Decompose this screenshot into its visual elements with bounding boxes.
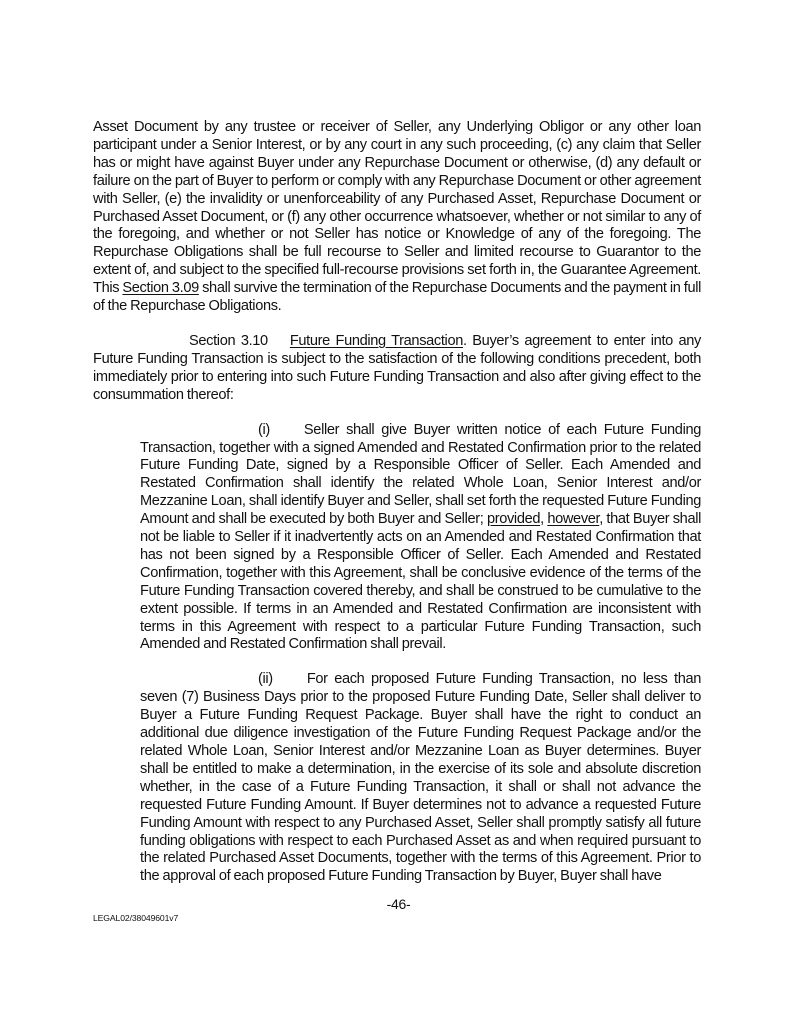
section-number: Section 3.10 [189, 332, 268, 349]
paragraph-text: Buyer’s agreement to enter into any Future Funding Transaction is subject to the satisfaction of the following conditions precedent, both immediately prior to entering into such Future Funding Transaction and also after giving effect to the consummation thereof: [93, 332, 701, 403]
document-id: LEGAL02/38049601v7 [93, 913, 179, 923]
section-title-punct: . [462, 332, 467, 349]
section-reference-link[interactable]: Section 3.09 [122, 280, 199, 297]
punctuation: , [540, 511, 548, 528]
provided-term: provided [486, 511, 541, 528]
however-term: however [547, 511, 600, 528]
subsection-ii-paragraph [140, 671, 701, 886]
paragraph-text: Asset Document by any trustee or receiver of Seller, any Underlying Obligor or any other loan participant under a Senior Interest, or by any court in any such proceeding, (c) any claim that Seller has or might have against Buyer under any Repurchase Document or otherwise, (d) any default or failure on the part of Buyer to perform or comply with any Repurchase Document or other agreement with Seller, (e) the invalidity or unenforceability of any Purchased Asset, Repurchase Document or Purchased Asset Document, or (f) any other occurrence whatsoever, whether or not similar to any of the foregoing, and whether or not Seller has notice or Knowledge of any of the foregoing. The Repurchase Obligations shall be full recourse to Seller and limited recourse to Guarantor to the extent of, and subject to the specified full-recourse provisions set forth in, the Guarantee Agreement. This [93, 119, 701, 297]
section-title: Future Funding Transaction [289, 332, 463, 349]
paragraph-text: Seller shall give Buyer written notice of each Future Funding Transaction, together with a signed Amended and Restated Confirmation prior to the related Future Funding Date, signed by a Responsible Officer of Seller. Each Amended and Restated Confirmation shall identify the related Whole Loan, Senior Interest and/or Mezzanine Loan, shall identify Buyer and Seller, shall set forth the requested Future Funding Amount and shall be executed by both Buyer and Seller; [140, 421, 701, 528]
subsection-i-paragraph [140, 422, 701, 655]
subsection-label: (ii) [258, 671, 273, 688]
paragraph-continuation-3-09 [93, 119, 701, 316]
document-body [93, 119, 701, 903]
subsection-label: (i) [258, 421, 270, 438]
paragraph-text: shall survive the termination of the Repurchase Documents and the payment in full of the Repurchase Obligations. [93, 280, 702, 315]
page-number: -46- [386, 896, 411, 912]
section-3-10-paragraph [93, 333, 701, 405]
paragraph-text: For each proposed Future Funding Transaction, no less than seven (7) Business Days prior to the proposed Future Funding Date, Seller shall deliver to Buyer a Future Funding Request Package. Buyer shall have the right to conduct an additional due diligence investigation of the Future Funding Request Package and/or the related Whole Loan, Senior Interest and/or Mezzanine Loan as Buyer determines. Buyer shall be entitled to make a determination, in the exercise of its sole and absolute discretion whether, in the case of a Future Funding Transaction, it shall or shall not advance the requested Future Funding Amount. If Buyer determines not to advance a requested Future Funding Amount with respect to any Purchased Asset, Seller shall promptly satisfy all future funding obligations with respect to each Purchased Asset as and when required pursuant to the related Purchased Asset Documents, together with the terms of this Agreement. Prior to the approval of each proposed Future Funding Transaction by Buyer, Buyer shall have [140, 671, 701, 885]
paragraph-text: , that Buyer shall not be liable to Seller if it inadvertently acts on an Amended and Restated Confirmation that has not been signed by a Responsible Officer of Seller. Each Amended and Restated Confirmation, together with this Agreement, shall be conclusive evidence of the terms of the Future Funding Transaction covered thereby, and shall be construed to be cumulative to the extent possible. If terms in an Amended and Restated Confirmation are inconsistent with terms in this Agreement with respect to a particular Future Funding Transaction, such Amended and Restated Confirmation shall prevail. [140, 511, 701, 653]
